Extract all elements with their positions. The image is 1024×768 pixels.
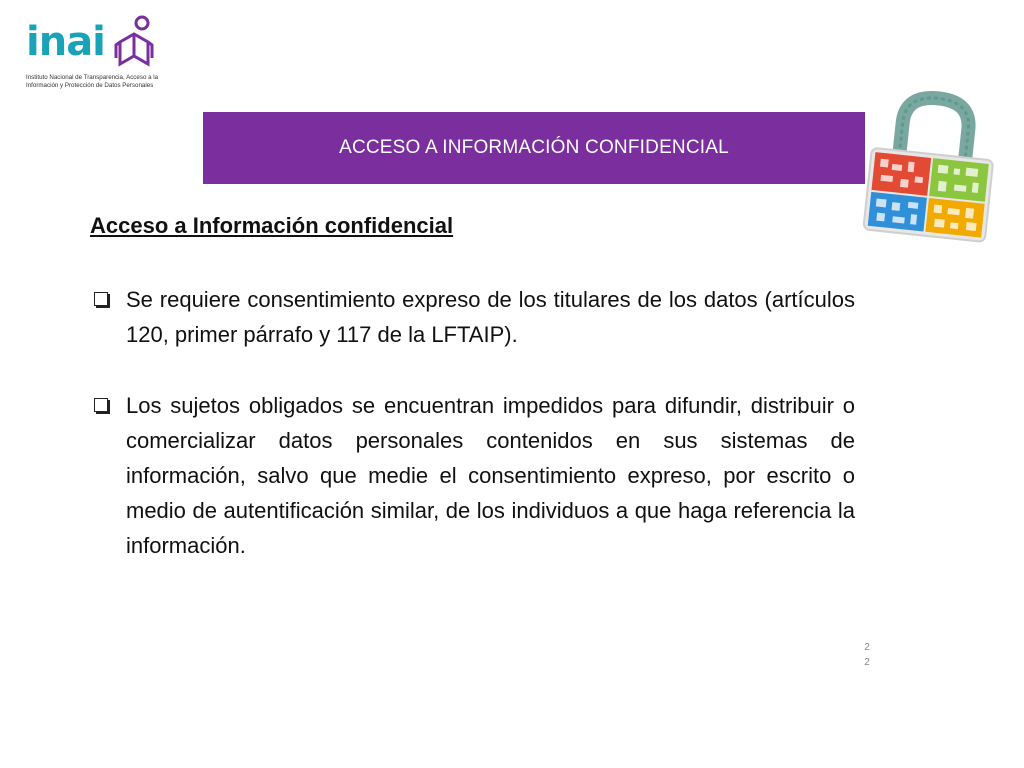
logo-wordmark: inai: [26, 19, 105, 65]
bullet-text: Los sujetos obligados se encuentran impedidos para difundir, distribuir o comercializar datos personales contenidos en sus sistemas de información, salvo que medie el consentimiento expreso, por escrito o medio de autentificación similar, de los individuos a que haga referencia la información.: [126, 393, 855, 558]
inai-book-person-icon: [112, 14, 156, 76]
checkbox-bullet-icon: [94, 292, 108, 306]
bullet-item: [90, 388, 855, 563]
content-heading: Acceso a Información confidencial: [90, 213, 454, 238]
padlock-mosaic-icon: [856, 88, 1006, 250]
bullet-text: Se requiere consentimiento expreso de los titulares de los datos (artículos 120, primer párrafo y 117 de la LFTAIP).: [126, 287, 855, 347]
page-title: ACCESO A INFORMACIÓN CONFIDENCIAL: [339, 137, 729, 158]
inai-logo: [24, 14, 174, 94]
logo-subtitle: Instituto Nacional de Transparencia, Acceso a la Información y Protección de Datos Personales: [26, 74, 159, 89]
slide-content: [90, 210, 855, 599]
page-number: [862, 640, 872, 670]
title-bar: [203, 112, 865, 184]
page-number-line-2: 2: [864, 657, 870, 668]
bullet-item: [90, 282, 855, 352]
checkbox-bullet-icon: [94, 398, 108, 412]
page-number-line-1: 2: [864, 642, 870, 653]
